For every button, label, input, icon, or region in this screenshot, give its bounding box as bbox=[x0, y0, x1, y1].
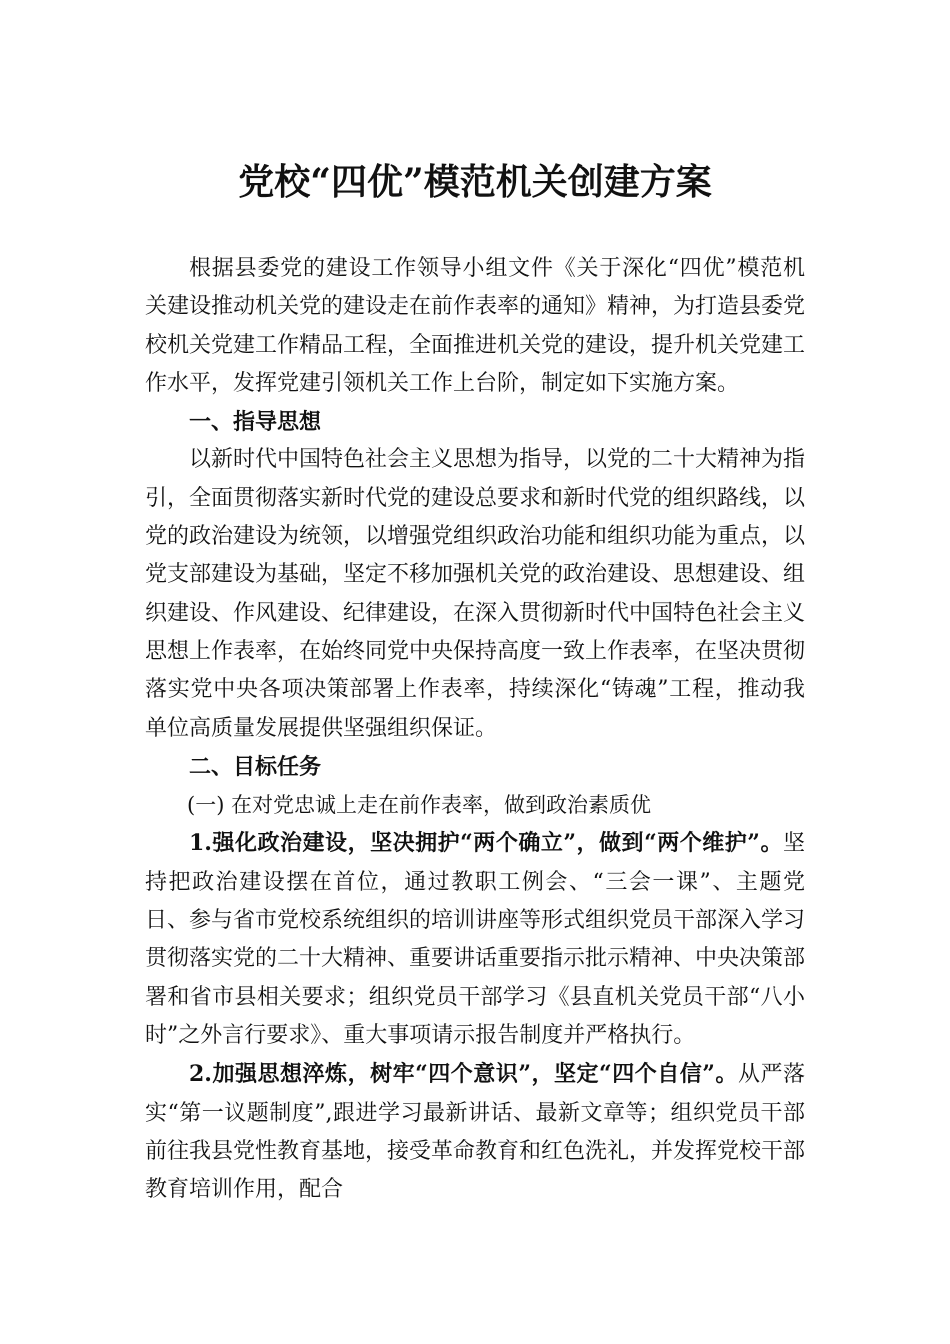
subsection-heading-loyalty: (一) 在对党忠诚上走在前作表率，做到政治素质优 bbox=[187, 793, 652, 818]
guiding-thought-paragraph: 以新时代中国特色社会主义思想为指导，以党的二十大精神为指引，全面贯彻落实新时代党的建设总要求和新时代党的组织路线，以党的政治建设为统领，以增强党组织政治功能和组织功能为重点，以党支部建设为基础，坚定不移加强机关党的政治建设、思想建设、组织建设、作风建设、纪律建设，在深入贯彻新时代中国特色社会主义思想上作表率，在始终同党中央保持高度一致上作表率，在坚决贯彻落实党中央各项决策部署上作表率，持续深化“铸魂”工程，推动我单位高质量发展提供坚强组织保证。 bbox=[145, 447, 806, 741]
item-ideological-tempering-text: 从严落实“第一议题制度”,跟进学习最新讲话、最新文章等；组织党员干部前往我县党性教育基地，接受革命教育和红色洗礼，并发挥党校干部教育培训作用，配合 bbox=[145, 1062, 806, 1203]
intro-paragraph: 根据县委党的建设工作领导小组文件《关于深化“四优”模范机关建设推动机关党的建设走在前作表率的通知》精神，为打造县委党校机关党建工作精品工程，全面推进机关党的建设，提升机关党建工作水平，发挥党建引领机关工作上台阶，制定如下实施方案。 bbox=[145, 256, 806, 396]
item-ideological-tempering bbox=[145, 1055, 805, 1209]
item-ideological-tempering-lead: 2.加强思想淬炼，树牢“四个意识”，坚定“四个自信”。 bbox=[189, 1061, 738, 1088]
item-political-building bbox=[145, 824, 805, 1055]
section-heading-goals: 二、目标任务 bbox=[189, 753, 322, 780]
item-political-building-text: 坚持把政治建设摆在首位，通过教职工例会、“三会一课”、主题党日、参与省市党校系统组织的培训讲座等形式组织党员干部深入学习贯彻落实党的二十大精神、重要讲话重要指示批示精神、中央决策部署和省市县相关要求；组织党员干部学习《县直机关党员干部“八小时”之外言行要求》、重大事项请示报告制度并严格执行。 bbox=[145, 831, 806, 1048]
section-heading-guiding-thought: 一、指导思想 bbox=[189, 409, 322, 436]
document-title: 党校“四优”模范机关创建方案 bbox=[238, 161, 712, 203]
document-body bbox=[145, 250, 805, 1209]
item-political-building-lead: 1.强化政治建设，坚决拥护“两个确立”，做到“两个维护”。 bbox=[189, 830, 783, 857]
